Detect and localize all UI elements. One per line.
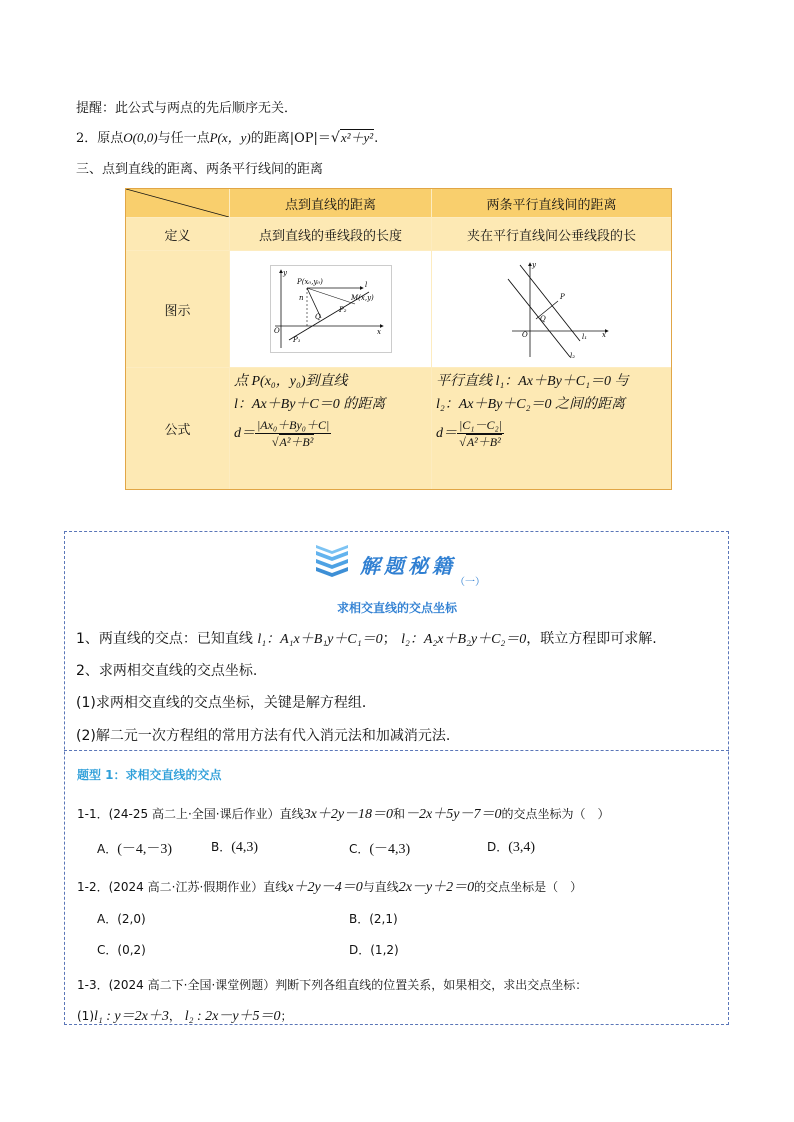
point-line-diagram bbox=[270, 265, 392, 353]
q1-eq1: 3x＋2y－18＝0 bbox=[303, 807, 394, 822]
q3-sub-1: (1)l₁ : y＝2x＋3， l₂ : 2x－y＋5＝0； bbox=[77, 1009, 293, 1024]
q1-option-c-value: (－4,3) bbox=[369, 842, 411, 857]
figure-parallel bbox=[432, 251, 671, 367]
distance-table bbox=[125, 188, 672, 490]
p1-l1: l₁：A₁x＋B₁y＋C₁＝0 bbox=[257, 632, 383, 647]
item2-mid: 与任一点 bbox=[157, 131, 210, 146]
q2-option-b-label: B． bbox=[349, 912, 370, 926]
q2-option-d-value: (1,2) bbox=[370, 943, 399, 957]
q1-option-c[interactable] bbox=[349, 838, 410, 858]
f2-line1: 平行直线 l₁：Ax＋By＋C₁＝0 与 bbox=[436, 374, 629, 389]
question-1-2 bbox=[77, 876, 582, 896]
fig1-l-label: l bbox=[364, 281, 367, 289]
fig2-O-label: O bbox=[521, 331, 528, 339]
q1-option-a[interactable] bbox=[97, 838, 172, 858]
p1-prefix: 1、两直线的交点：已知直线 bbox=[76, 631, 253, 647]
fig1-n-label: n bbox=[298, 294, 304, 302]
fig2-x-label: x bbox=[601, 331, 606, 339]
q2-head: 1-2．(2024 高二·江苏·假期作业）直线 bbox=[77, 880, 288, 894]
q2-option-b[interactable] bbox=[349, 910, 398, 927]
item2-text: 2．原点O(0,0)与任一点P(x，y)的距离|OP|＝√x²＋y². bbox=[76, 130, 379, 146]
fig1-x-label: x bbox=[376, 328, 381, 336]
q2-and: 与直线 bbox=[362, 880, 399, 894]
figure-point-line bbox=[230, 251, 431, 367]
q1-option-b[interactable] bbox=[211, 838, 258, 856]
section-divider bbox=[64, 750, 729, 751]
section-subtitle: 求相交直线的交点坐标 bbox=[336, 601, 457, 615]
paragraph-4: (2)解二元一次方程组的常用方法有代入消元法和加减消元法. bbox=[76, 728, 451, 744]
f1-numerator: |Ax₀＋By₀＋C| bbox=[257, 418, 330, 432]
paragraph-3: (1)求两相交直线的交点坐标，关键是解方程组． bbox=[76, 695, 376, 711]
q2-option-d-label: D． bbox=[349, 943, 371, 957]
q2-option-c-label: C． bbox=[97, 943, 118, 957]
q1-head: 1-1．(24-25 高二上·全国·课后作业）直线 bbox=[77, 807, 304, 821]
fig1-O-label: O bbox=[273, 327, 280, 335]
q2-option-c-value: (0,2) bbox=[117, 943, 146, 957]
q1-option-a-label: A． bbox=[97, 842, 118, 856]
item2-prefix: 2．原点 bbox=[76, 131, 124, 146]
q1-eq2: －2x＋5y－7＝0 bbox=[405, 807, 502, 822]
col-header-point-line: 点到直线的距离 bbox=[230, 189, 431, 217]
row-label-definition: 定义 bbox=[126, 218, 229, 250]
q2-tail: 的交点坐标是（ ） bbox=[474, 880, 583, 894]
q1-option-d-label: D． bbox=[487, 840, 509, 854]
fig2-l1-label: l₁ bbox=[581, 333, 587, 341]
f2-numerator: |C₁－C₂| bbox=[459, 418, 502, 432]
q2-eq2: 2x－y＋2＝0 bbox=[398, 880, 475, 895]
origin-point: O(0,0) bbox=[123, 130, 158, 145]
q1-option-b-value: (4,3) bbox=[231, 840, 259, 855]
q2-option-b-value: (2,1) bbox=[369, 912, 398, 926]
col-header-parallel: 两条平行直线间的距离 bbox=[432, 189, 671, 217]
section-title: 解题秘籍 bbox=[360, 554, 456, 578]
fig2-l2-label: l₂ bbox=[569, 352, 575, 360]
hint-text: 提醒：此公式与两点的先后顺序无关． bbox=[76, 101, 298, 116]
q2-option-a-label: A． bbox=[97, 912, 118, 926]
q1-option-a-value: (－4,－3) bbox=[117, 842, 173, 857]
question-1-1 bbox=[77, 803, 610, 823]
q3-sub-l2: l₂ : 2x－y＋5＝0 bbox=[184, 1009, 281, 1024]
f2-d: d＝ bbox=[436, 426, 457, 442]
q2-option-a-value: (2,0) bbox=[117, 912, 146, 926]
section-title-sub: （一） bbox=[455, 577, 485, 588]
paragraph-1: 1、两直线的交点：已知直线 l₁：A₁x＋B₁y＋C₁＝0； l₂：A₂x＋B₂y＋C₂＝0，联立方程即可求解. bbox=[76, 631, 657, 647]
question-1-3: 1-3．(2024 高二下·全国·课堂例题）判断下列各组直线的位置关系，如果相交，求出交点坐标： bbox=[77, 978, 588, 992]
formula-parallel: 平行直线 l₁：Ax＋By＋C₁＝0 与 l₂：Ax＋By＋C₂＝0 之间的距离 d＝ $\frac{\text{|C₁－C₂|}}{\text{√A²＋B²}}$ bbox=[432, 368, 671, 489]
f1-line1: 点 P(x₀，y₀)到直线 bbox=[234, 374, 348, 389]
p1-l2: l₂：A₂x＋B₂y＋C₂＝0 bbox=[401, 632, 527, 647]
fig2-P-label: P bbox=[559, 293, 565, 301]
question-type-label: 题型 1：求相交直线的交点 bbox=[77, 768, 222, 782]
stacked-books-icon bbox=[312, 543, 352, 577]
any-point: P(x，y) bbox=[209, 130, 251, 145]
fig1-P1-label: P₁ bbox=[292, 336, 301, 344]
paragraph-2: 2、求两相交直线的交点坐标. bbox=[76, 663, 258, 679]
q3-sub-l1: l₁ : y＝2x＋3 bbox=[94, 1009, 169, 1024]
definition-parallel: 夹在平行直线间公垂线段的长 bbox=[432, 218, 671, 250]
formula-point-line: 点 P(x₀，y₀)到直线 l：Ax＋By＋C＝0 的距离 d＝ $\frac{\text{|Ax₀＋By₀＋C|}}{\text{√A²＋B²}}$ bbox=[230, 368, 431, 489]
fig1-Q-label: Q bbox=[314, 313, 321, 321]
q1-option-b-label: B． bbox=[211, 840, 232, 854]
f2-line2: l₂：Ax＋By＋C₂＝0 之间的距离 bbox=[436, 397, 625, 412]
f1-line2: l：Ax＋By＋C＝0 的距离 bbox=[234, 397, 386, 412]
definition-point-line: 点到直线的垂线段的长度 bbox=[230, 218, 431, 250]
fig1-P-label: P(x₀,y₀) bbox=[296, 278, 323, 286]
fig2-Q-label: Q bbox=[539, 315, 546, 323]
fig2-y-label: y bbox=[531, 261, 536, 269]
q1-tail: 的交点坐标为（ ） bbox=[501, 807, 610, 821]
q2-option-d[interactable] bbox=[349, 941, 399, 958]
q3-sub-prefix: (1) bbox=[77, 1009, 94, 1023]
f2-denominator: A²＋B² bbox=[466, 435, 501, 449]
fig1-M-label: M(x,y) bbox=[350, 294, 374, 302]
p1-end: ，联立方程即可求解. bbox=[526, 631, 657, 647]
table-corner bbox=[126, 189, 229, 217]
q3-sub-end: ； bbox=[280, 1009, 293, 1023]
f1-d: d＝ bbox=[234, 426, 255, 442]
f1-denominator: A²＋B² bbox=[279, 435, 314, 449]
row-label-figure: 图示 bbox=[126, 251, 229, 367]
q2-option-c[interactable] bbox=[97, 941, 146, 958]
q1-and: 和 bbox=[393, 807, 406, 821]
fig1-y-label: y bbox=[282, 269, 287, 277]
heading-3: 三、点到直线的距离、两条平行线间的距离 bbox=[76, 162, 324, 177]
row-label-formula: 公式 bbox=[126, 368, 229, 489]
q1-option-c-label: C． bbox=[349, 842, 370, 856]
q1-option-d-value: (3,4) bbox=[508, 840, 536, 855]
q2-eq1: x＋2y－4＝0 bbox=[287, 880, 363, 895]
distance-sqrt: x²＋y² bbox=[340, 130, 374, 145]
fig1-P2-label: P₂ bbox=[338, 306, 347, 314]
item2-end: 的距离|OP|＝ bbox=[250, 131, 331, 146]
parallel-lines-diagram bbox=[492, 257, 612, 361]
q2-option-a[interactable] bbox=[97, 910, 146, 927]
q1-option-d[interactable] bbox=[487, 838, 535, 856]
